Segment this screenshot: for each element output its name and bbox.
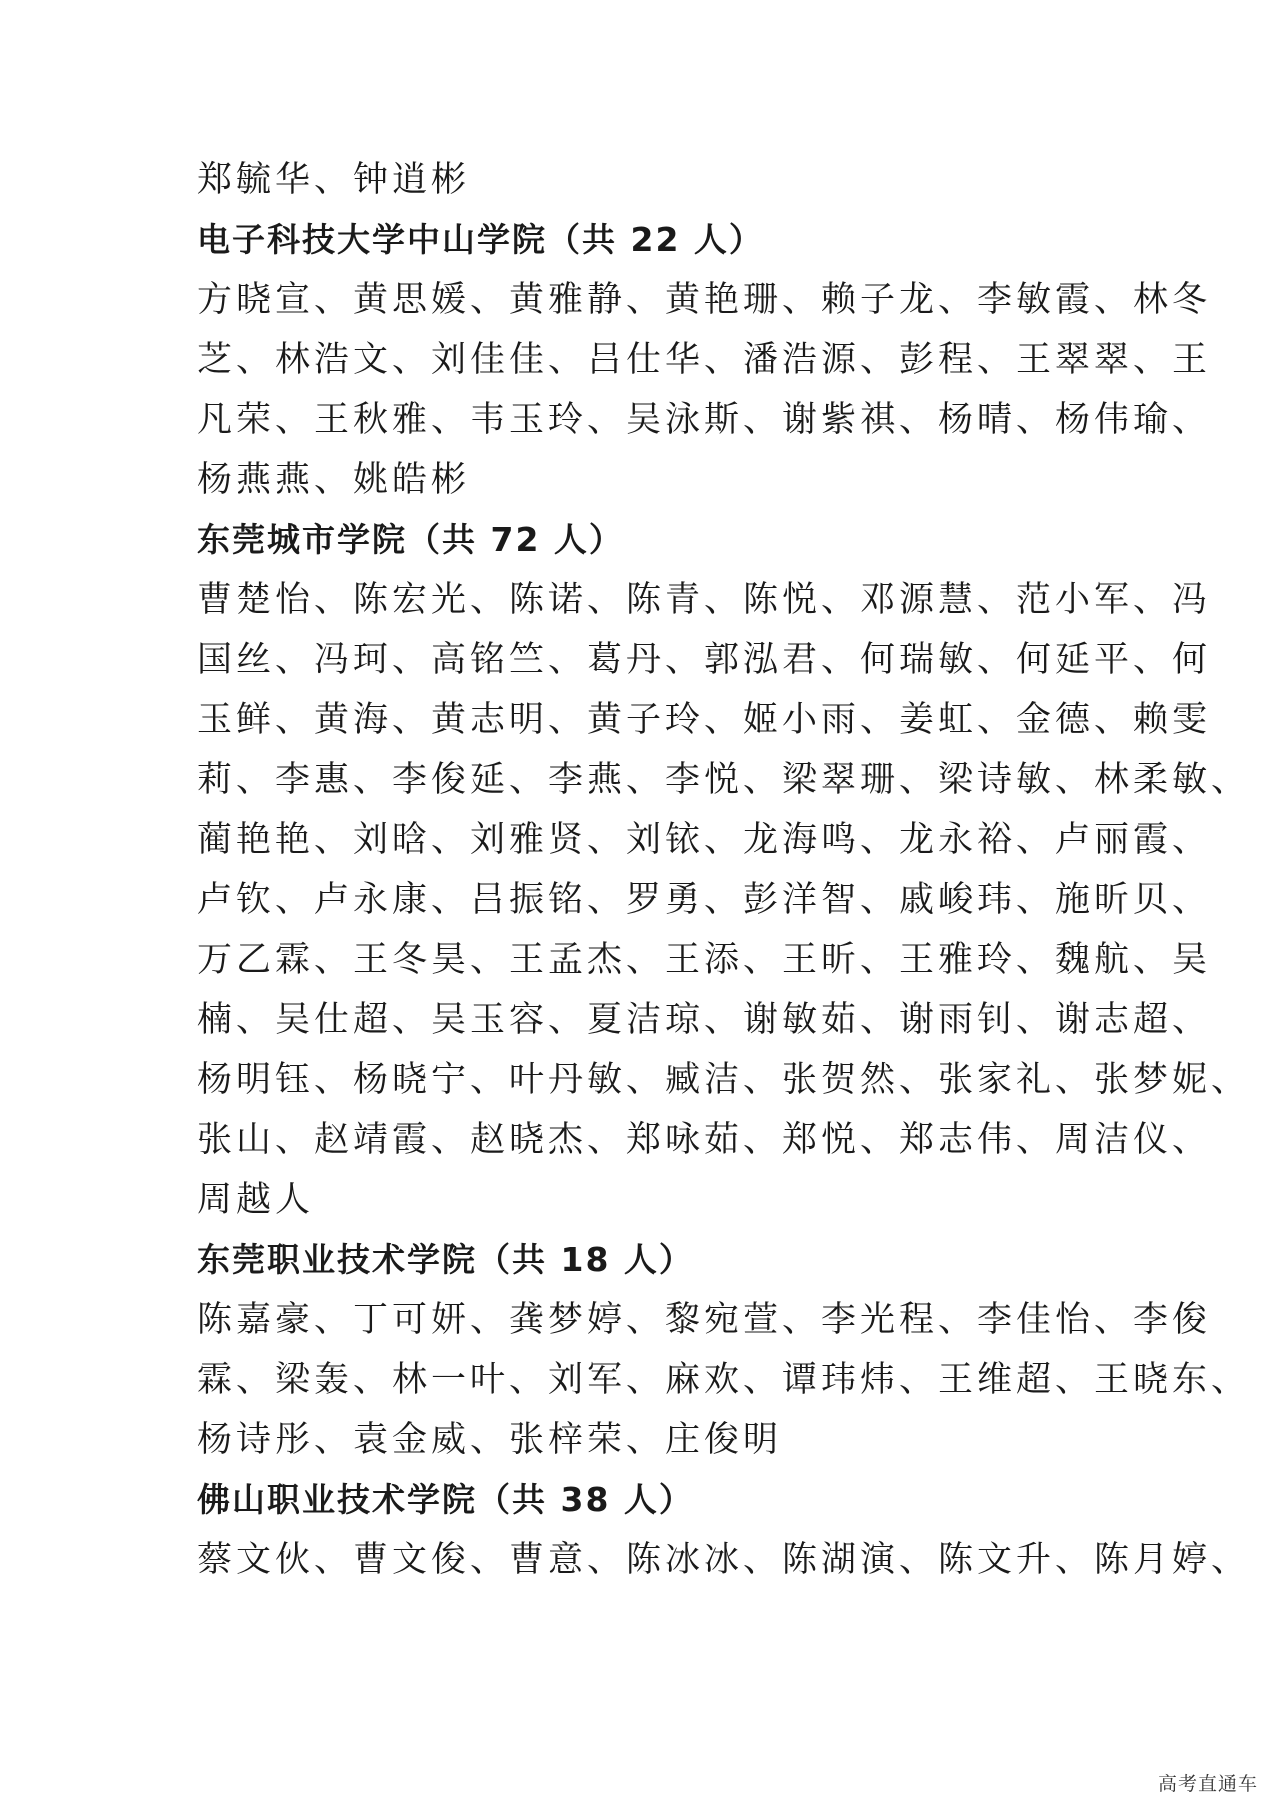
- name-list-line: 卢钦、卢永康、吕振铭、罗勇、彭洋智、戚峻玮、施昕贝、: [197, 880, 1212, 920]
- name-list-line: 蔺艳艳、刘晗、刘雅贤、刘铱、龙海鸣、龙永裕、卢丽霞、: [197, 820, 1212, 860]
- name-list-line: 张山、赵靖霞、赵晓杰、郑咏茹、郑悦、郑志伟、周洁仪、: [197, 1120, 1212, 1160]
- name-list-line: 曹楚怡、陈宏光、陈诺、陈青、陈悦、邓源慧、范小军、冯: [197, 580, 1212, 620]
- name-list-line: 杨燕燕、姚皓彬: [197, 460, 471, 500]
- name-list-line: 万乙霖、王冬昊、王孟杰、王添、王昕、王雅玲、魏航、吴: [197, 940, 1212, 980]
- name-list-line: 方晓宣、黄思媛、黄雅静、黄艳珊、赖子龙、李敏霞、林冬: [197, 280, 1212, 320]
- college-heading: 东莞职业技术学院（共 18 人）: [197, 1240, 694, 1279]
- name-list-line: 蔡文伙、曹文俊、曹意、陈冰冰、陈湖演、陈文升、陈月婷、: [197, 1540, 1251, 1580]
- name-list-line: 郑毓华、钟逍彬: [197, 160, 471, 200]
- name-list-line: 周越人: [197, 1180, 315, 1220]
- document-body: [197, 150, 1251, 1590]
- name-list-line: 玉鲜、黄海、黄志明、黄子玲、姬小雨、姜虹、金德、赖雯: [197, 700, 1212, 740]
- watermark: 高考直通车: [1157, 1773, 1258, 1795]
- name-list-line: 杨诗彤、袁金威、张梓荣、庄俊明: [197, 1420, 783, 1460]
- name-list-line: 芝、林浩文、刘佳佳、吕仕华、潘浩源、彭程、王翠翠、王: [197, 340, 1212, 380]
- name-list-line: 霖、梁轰、林一叶、刘军、麻欢、谭玮炜、王维超、王晓东、: [197, 1360, 1251, 1400]
- college-heading: 东莞城市学院（共 72 人）: [197, 520, 624, 559]
- name-list-line: 杨明钰、杨晓宁、叶丹敏、臧洁、张贺然、张家礼、张梦妮、: [197, 1060, 1251, 1100]
- name-list-line: 莉、李惠、李俊延、李燕、李悦、梁翠珊、梁诗敏、林柔敏、: [197, 760, 1251, 800]
- name-list-line: 国丝、冯珂、高铭竺、葛丹、郭泓君、何瑞敏、何延平、何: [197, 640, 1212, 680]
- name-list-line: 楠、吴仕超、吴玉容、夏洁琼、谢敏茹、谢雨钊、谢志超、: [197, 1000, 1212, 1040]
- college-heading: 佛山职业技术学院（共 38 人）: [197, 1480, 694, 1519]
- name-list-line: 凡荣、王秋雅、韦玉玲、吴泳斯、谢紫祺、杨晴、杨伟瑜、: [197, 400, 1212, 440]
- college-heading: 电子科技大学中山学院（共 22 人）: [197, 220, 764, 259]
- name-list-line: 陈嘉豪、丁可妍、龚梦婷、黎宛萱、李光程、李佳怡、李俊: [197, 1300, 1212, 1340]
